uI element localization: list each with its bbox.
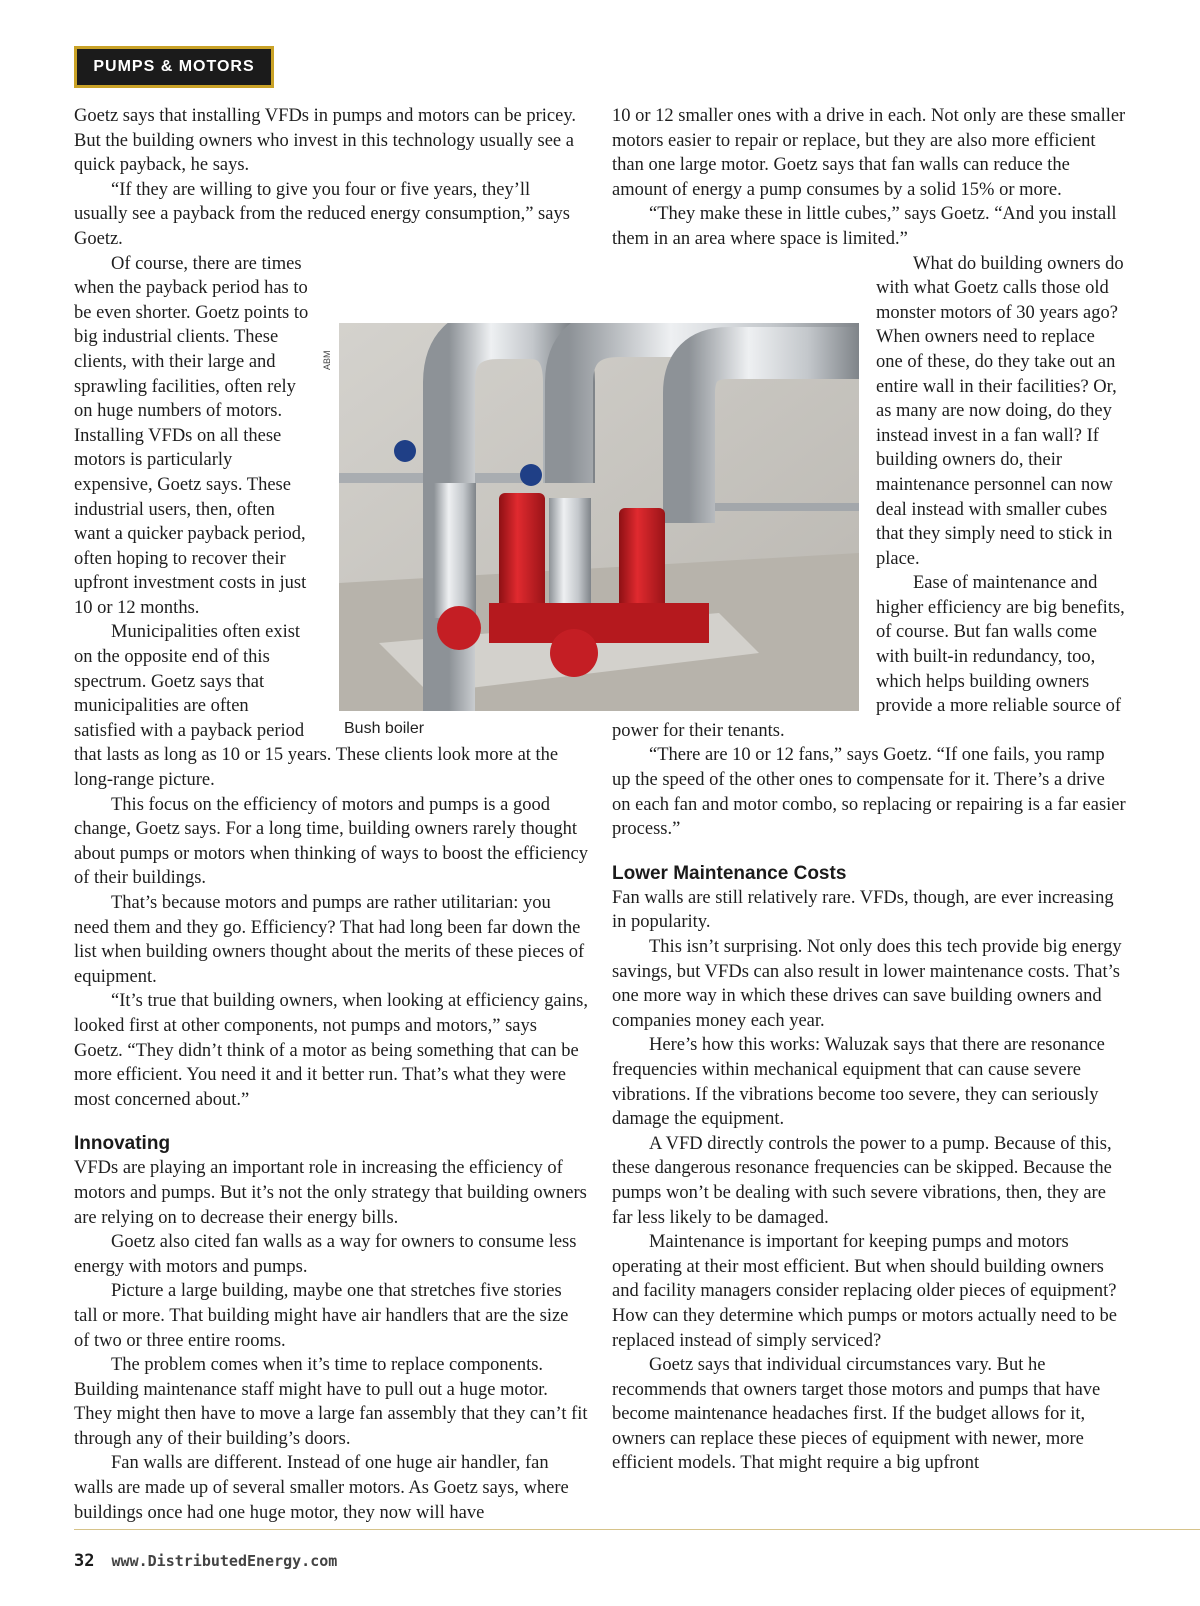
paragraph: Goetz says that individual circumstances vary. But he recommends that owners target those motors and pumps that have become maintenance headaches first. If the budget allows for it, owners can replace these pieces of equipment with newer, more efficient models. That might require a big upfront [612,1355,1101,1474]
paragraph: Picture a large building, maybe one that stretches five stories tall or more. That building might have air handlers that are the size of two or three entire rooms. [74,1281,569,1351]
paragraph: Of course, there are times when the payback period has to be even shorter. Goetz points to big industrial clients. These clients, with their large and sprawling facilities, often rely on huge numbers of motors. Installing VFDs on all these motors is particularly expensive, Goetz says. These industrial users, then, often want a quicker payback period, often hoping to recover their upfront investment costs in just 10 or 12 months. [74,253,309,618]
boiler-illustration [339,323,859,711]
paragraph: Maintenance is important for keeping pumps and motors operating at their most efficient. But when should building owners and facility managers consider replacing older pieces of equipment? How can they determine which pumps or motors actually need to be replaced instead of simply serviced? [612,1232,1118,1351]
section-heading-innovating: Innovating [74,1133,171,1155]
footer-url[interactable]: www.DistributedEnergy.com [111,1552,338,1570]
paragraph: That’s because motors and pumps are rather utilitarian: you need them and they go. Efficiency? That had long been far down the list when building owners thought about the merits of these pieces of equipment. [74,893,585,987]
paragraph: Fan walls are different. Instead of one huge air handler, fan walls are made up of several smaller motors. As Goetz says, where buildings once had one huge motor, they now will have [74,1453,569,1523]
section-tag: PUMPS & MOTORS [74,46,274,88]
paragraph: Goetz also cited fan walls as a way for owners to consume less energy with motors and pumps. [74,1232,577,1277]
paragraph: Ease of maintenance and higher efficiency are big benefits, of course. But fan walls come with built-in redundancy, too, which helps building owners provide a more reliable source of power for their tenants. [612,573,1125,741]
paragraph: A VFD directly controls the power to a pump. Because of this, these dangerous resonance frequencies can be skipped. Because the pumps won’t be dealing with such severe vibrations, then, they are far less likely to be damaged. [612,1133,1112,1228]
paragraph: What do building owners do with what Goetz calls those old monster motors of 30 years ago? When owners need to replace one of these, do they take out an entire wall in their facilities? Or, as many are now doing, do they instead invest in a fan wall? If building owners do, their maintenance personnel can now deal instead with smaller cubes that they simply need to stick in place. [876,253,1124,569]
paragraph: Goetz says that installing VFDs in pumps and motors can be pricey. But the building owners who invest in this technology usually see a quick payback, he says. [74,106,576,176]
footer-divider [74,1529,1200,1530]
paragraph: This focus on the efficiency of motors and pumps is a good change, Goetz says. For a long time, building owners rarely thought about pumps or motors when thinking of ways to boost the efficiency of their buildings. [74,794,588,889]
section-heading-lower-maintenance: Lower Maintenance Costs [612,862,847,884]
boiler-photo [339,323,859,711]
paragraph: VFDs are playing an important role in increasing the efficiency of motors and pumps. But it’s not the only strategy that building owners are relying on to decrease their energy bills. [74,1158,587,1228]
paragraph: Fan walls are still relatively rare. VFDs, though, are ever increasing in popularity. [612,887,1114,933]
paragraph: 10 or 12 smaller ones with a drive in each. Not only are these smaller motors easier to repair or replace, but they are also more efficient than one large motor. Goetz says that fan walls can reduce the amount of energy a pump consumes by a solid 15% or more. [612,106,1126,200]
page-footer [74,1551,337,1571]
paragraph: Here’s how this works: Waluzak says that there are resonance frequencies within mechanical equipment that can cause severe vibrations. If the vibrations become too severe, they can seriously damage the equipment. [612,1035,1105,1130]
page-number: 32 [74,1551,95,1571]
paragraph: “It’s true that building owners, when looking at efficiency gains, looked first at other components, not pumps and motors,” says Goetz. “They didn’t think of a motor as being something that can be more efficient. You need it and it better run. That’s what they were most concerned about.” [74,991,588,1110]
paragraph: This isn’t surprising. Not only does this tech provide big energy savings, but VFDs can also result in lower maintenance costs. That’s one more way in which these drives can save building owners and companies money each year. [612,937,1122,1031]
right-column [612,104,1126,1476]
left-column [74,104,588,1525]
photo-caption: Bush boiler [344,720,425,737]
paragraph: “They make these in little cubes,” says Goetz. “And you install them in an area where space is limited.” [612,204,1117,249]
paragraph: The problem comes when it’s time to replace components. Building maintenance staff might have to pull out a huge motor. They might then have to move a large fan assembly that they can’t fit through any of their building’s doors. [74,1355,588,1449]
paragraph: “There are 10 or 12 fans,” says Goetz. “If one fails, you ramp up the speed of the other ones to compensate for it. There’s a drive on each fan and motor combo, so replacing or repairing is a far easier process.” [612,745,1126,840]
photo-credit: ABM [322,350,332,370]
paragraph: Municipalities often exist on the opposite end of this spectrum. Goetz says that municipalities are often satisfied with a payback period that lasts as long as 10 or 15 years. These clients look more at the long-range picture. [74,622,559,791]
paragraph: “If they are willing to give you four or five years, they’ll usually see a payback from the reduced energy consumption,” says Goetz. [74,179,570,249]
